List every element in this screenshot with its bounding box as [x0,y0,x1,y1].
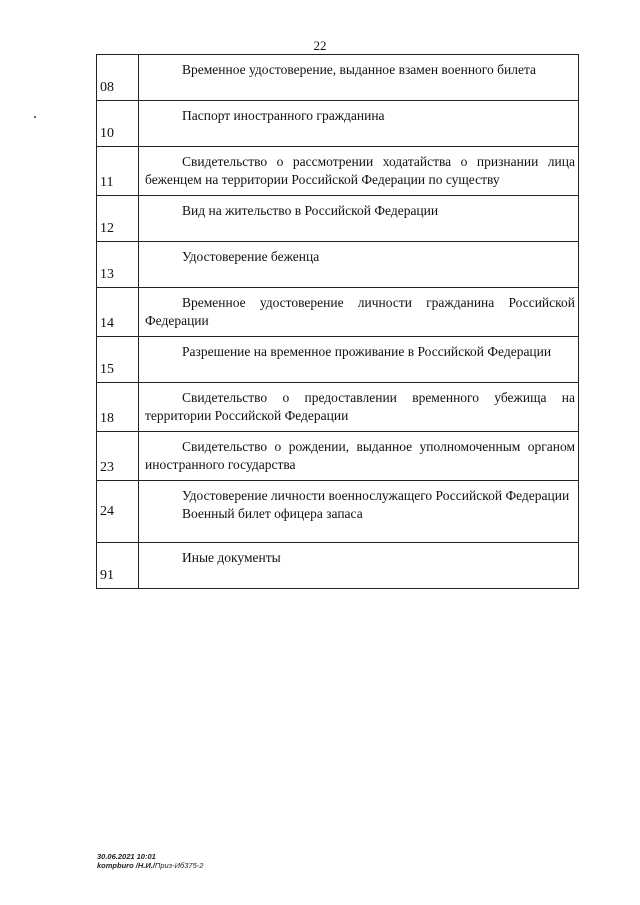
document-name [139,242,579,288]
document-code: 08 [97,55,139,101]
document-code: 13 [97,242,139,288]
document-code: 11 [97,147,139,196]
document-name-line: Разрешение на временное проживание в Российской Федерации [182,344,552,359]
print-date: 30.06.2021 10:01 [97,852,156,861]
document-code: 24 [97,481,139,543]
document-name [139,543,579,589]
table-row [97,383,579,432]
document-code: 18 [97,383,139,432]
table-row [97,288,579,337]
document-code: 91 [97,543,139,589]
document-code: 15 [97,337,139,383]
document-name [139,337,579,383]
document-name-line: Свидетельство о рассмотрении ходатайства о признании лица беженцем на территории Российской Федерации по существу [145,154,575,187]
document-name [139,147,579,196]
document-code: 12 [97,196,139,242]
table-row [97,242,579,288]
document-name-line: Временное удостоверение личности гражданина Российской Федерации [145,295,575,328]
table-row [97,55,579,101]
document-name-line: Военный билет офицера запаса [182,506,363,521]
document-name-line: Свидетельство о предоставлении временного убежища на территории Российской Федерации [145,390,575,423]
document-name [139,432,579,481]
document-name [139,481,579,543]
document-name-line: Удостоверение беженца [182,249,320,264]
table-row [97,432,579,481]
document-name-line: Временное удостоверение, выданное взамен военного билета [182,62,537,77]
document-name [139,101,579,147]
scan-speck [34,116,36,118]
document-name [139,55,579,101]
document-name-line: Свидетельство о рождении, выданное уполномоченным органом иностранного государства [145,439,575,472]
page-number: 22 [313,38,327,53]
table-row [97,543,579,589]
document-name-line: Паспорт иностранного гражданина [182,108,385,123]
document-code: 10 [97,101,139,147]
table-row [97,481,579,543]
print-footer [97,852,203,870]
document-name-line: Удостоверение личности военнослужащего Российской Федерации [182,488,570,503]
document-name [139,383,579,432]
document-name [139,196,579,242]
document-code: 23 [97,432,139,481]
table-row [97,196,579,242]
document-reference: Приз-Иб375-2 [154,861,204,870]
document-name [139,288,579,337]
document-name-line: Иные документы [182,550,281,565]
document-code: 14 [97,288,139,337]
document-codes-table [96,54,579,589]
table-row [97,147,579,196]
document-name-line: Вид на жительство в Российской Федерации [182,203,439,218]
table-row [97,337,579,383]
print-author-line [97,861,203,870]
author-label: kompburo /Н.И./ [97,861,155,870]
table-row [97,101,579,147]
